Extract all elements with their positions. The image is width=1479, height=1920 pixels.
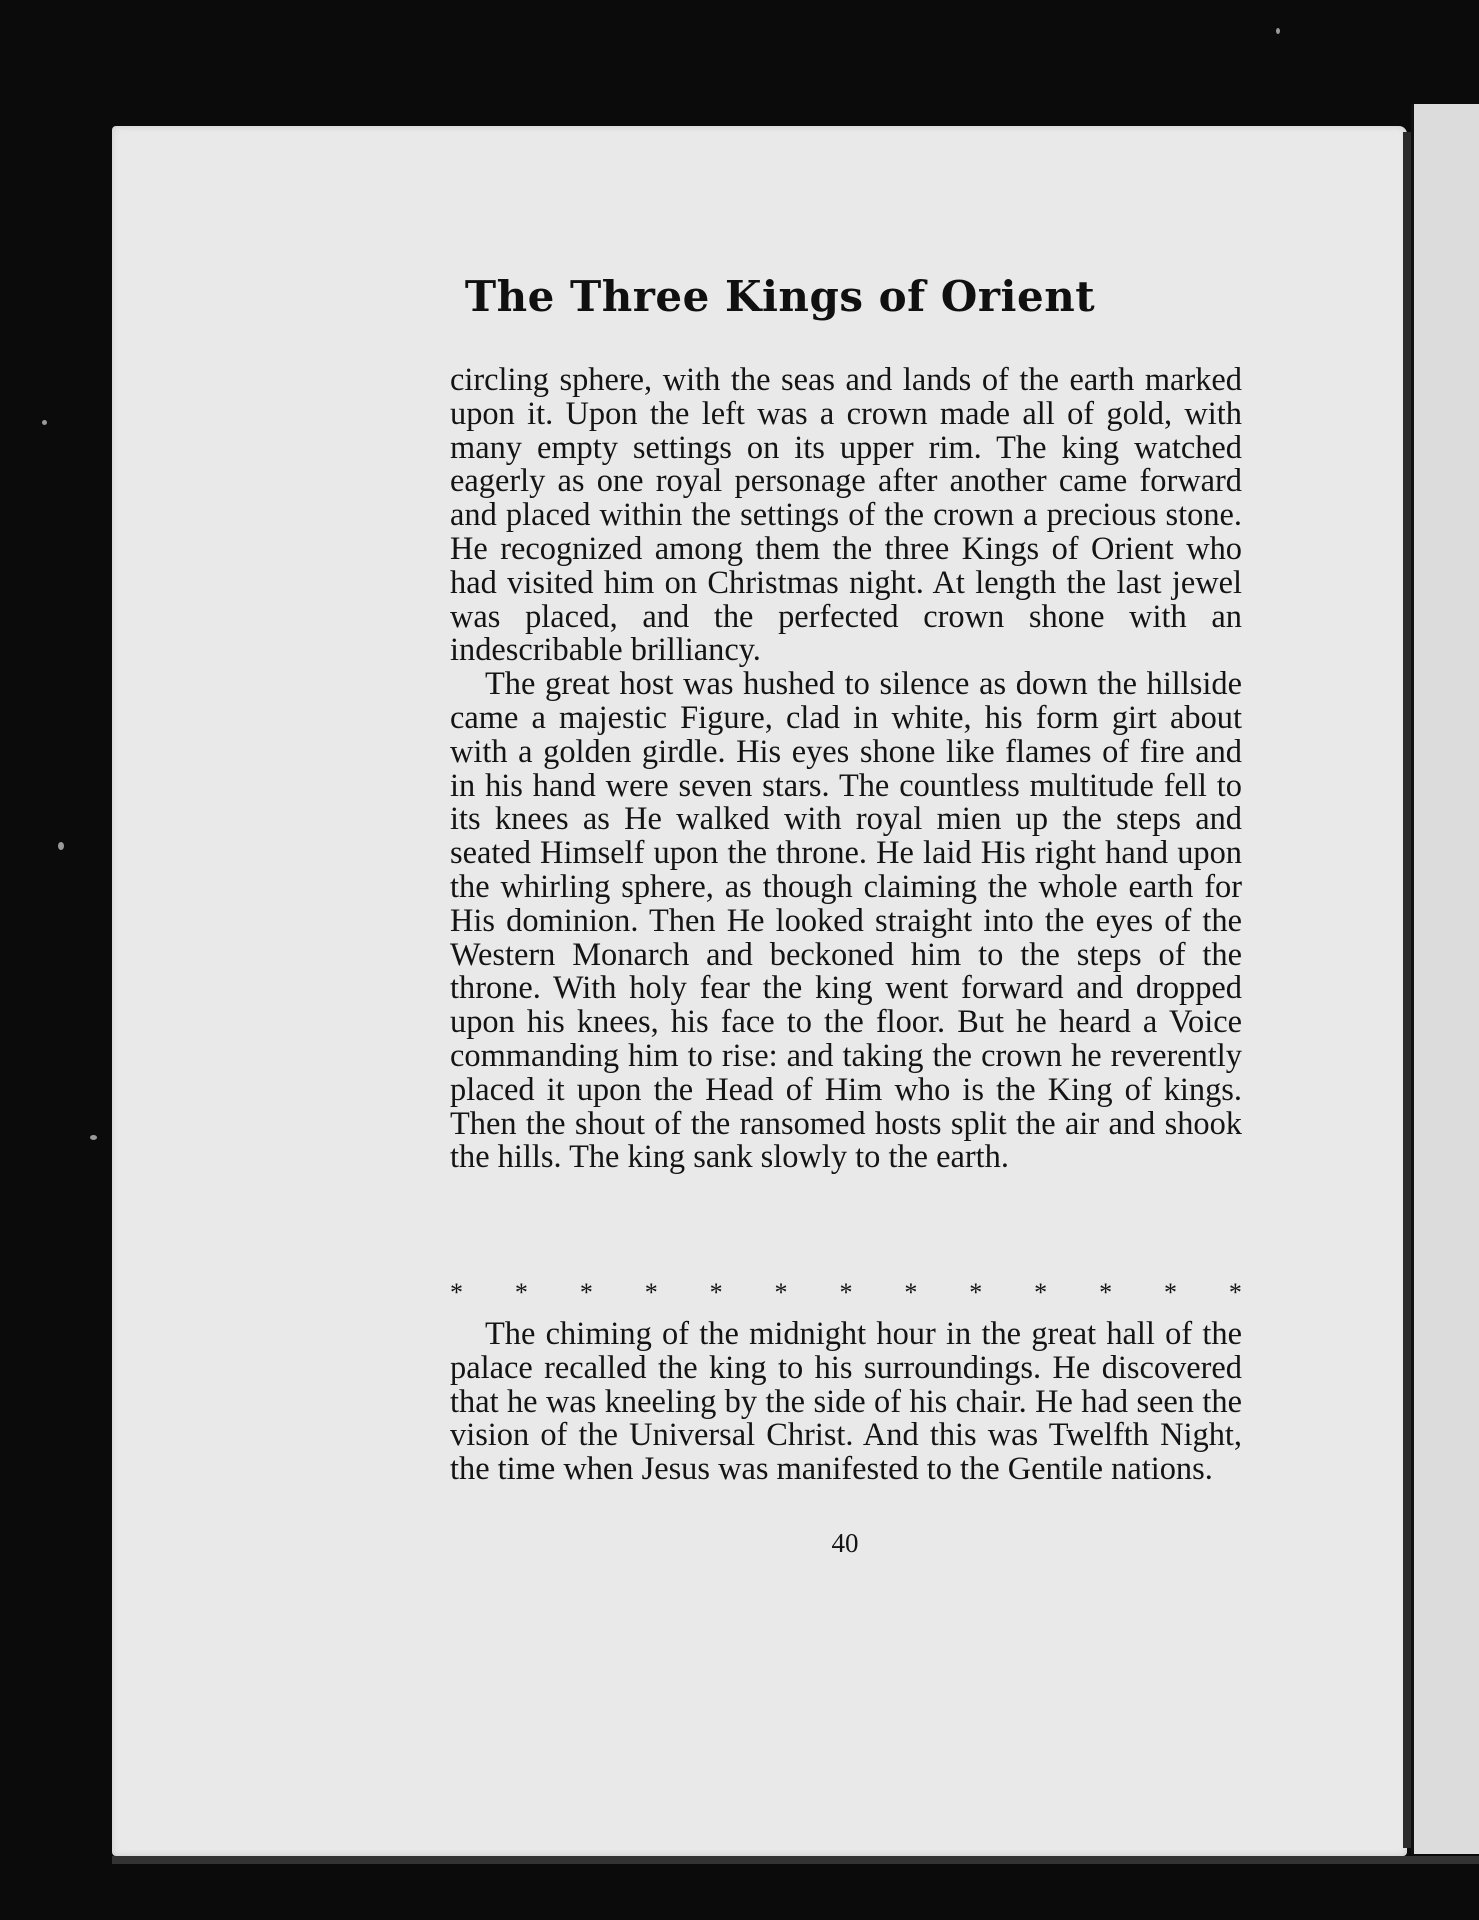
scan-speck bbox=[1276, 28, 1280, 34]
adjacent-page-edge bbox=[1411, 104, 1479, 1854]
star-1: * bbox=[450, 1278, 463, 1307]
paragraph-3: The chiming of the midnight hour in the great hall of the palace recalled the king to his surroundings. He discovered that he was kneeling by the side of his chair. He had seen the vision of the Universal Christ. And this was Twelfth Night, the time when Jesus was manifested to the Gentile nations. bbox=[450, 1316, 1242, 1488]
star-7: * bbox=[839, 1278, 853, 1307]
star-8: * bbox=[904, 1278, 918, 1307]
star-4: * bbox=[644, 1278, 658, 1307]
page-number: 40 bbox=[831, 1528, 859, 1558]
body-text-upper bbox=[450, 364, 1242, 1175]
star-3: * bbox=[579, 1278, 593, 1307]
paragraph-1: circling sphere, with the seas and lands of the earth marked upon it. Upon the left was a crown made all of gold, with many empty settings on its upper rim. The king watched eagerly as one royal personage after another came forward and placed within the settings of the crown a precious stone. He recognized among them the three Kings of Orient who had visited him on Christmas night. At length the last jewel was placed, and the perfected crown shone with an indescribable brilliancy. bbox=[450, 362, 1242, 669]
star-2: * bbox=[514, 1278, 528, 1307]
star-6: * bbox=[774, 1278, 788, 1307]
section-break bbox=[450, 1278, 1242, 1308]
star-10: * bbox=[1034, 1278, 1048, 1307]
scan-speck bbox=[90, 1135, 97, 1140]
body-text-lower bbox=[450, 1318, 1242, 1487]
paragraph-2: The great host was hushed to silence as down the hillside came a majestic Figure, clad in white, his form girt about with a golden girdle. His eyes shone like flames of fire and in his hand were seven stars. The countless multitude fell to its knees as He walked with royal mien up the steps and seated Himself upon the throne. He laid His right hand upon the whirling sphere, as though claiming the whole earth for His dominion. Then He looked straight into the eyes of the Western Monarch and beckoned him to the steps of the throne. With holy fear the king went forward and dropped upon his knees, his face to the floor. But he heard a Voice commanding him to rise: and taking the crown he reverently placed it upon the Head of Him who is the King of kings. Then the shout of the ransomed hosts split the air and shook the hills. The king sank slowly to the earth. bbox=[450, 666, 1242, 1176]
star-5: * bbox=[709, 1278, 723, 1307]
scan-speck bbox=[58, 842, 64, 850]
page-bottom-edge bbox=[112, 1856, 1479, 1864]
running-head: The Three Kings of Orient bbox=[464, 272, 1096, 321]
star-9: * bbox=[969, 1278, 983, 1307]
star-13: * bbox=[1228, 1278, 1242, 1307]
star-11: * bbox=[1099, 1278, 1113, 1307]
scan-speck bbox=[42, 420, 47, 425]
page-gutter-shadow bbox=[1403, 132, 1411, 1848]
star-12: * bbox=[1163, 1278, 1177, 1307]
